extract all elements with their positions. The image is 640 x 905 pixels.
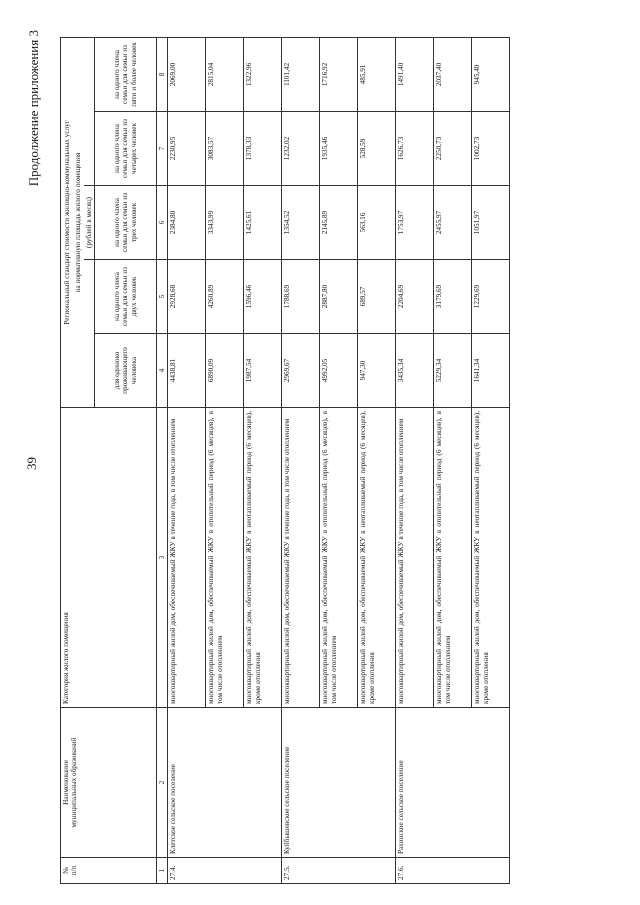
table-body [168,37,510,883]
cost-value: 3179,69 [434,260,472,334]
row-number: 27.4. [168,858,282,884]
cost-value: 1641,34 [472,334,510,408]
cost-value: 1425,61 [244,186,282,260]
cost-value: 1935,46 [320,112,358,186]
cost-value: 2230,95 [168,112,206,186]
cost-value: 1354,52 [282,186,320,260]
table-row [168,37,206,883]
cost-value: 1232,02 [282,112,320,186]
housing-category: многоквартирный жилой дом, обеспечиваемый ЖКУ в отопительный период (6 месяцев), в том числе отоплением [320,408,358,708]
cost-value: 689,57 [358,260,396,334]
cost-value: 2928,68 [168,260,206,334]
cost-value: 945,40 [472,37,510,111]
column-number: 3 [156,408,167,708]
cost-value: 1378,33 [244,112,282,186]
header-municipality: Наименование муниципальных образований [61,708,157,858]
cost-value: 3435,34 [396,334,434,408]
municipality-name: Клетское сельское поселение [168,708,282,858]
cost-value: 528,59 [358,112,396,186]
cost-value: 6890,09 [206,334,244,408]
municipality-name: Куйбышевское сельское поселение [282,708,396,858]
header-family-of-five-plus: на одного члена семьи для семьи из пяти и более человек [94,37,156,111]
header-single-person: для одиноко проживающего человека [94,334,156,408]
cost-value: 2145,89 [320,186,358,260]
cost-value: 2250,73 [434,112,472,186]
housing-cost-standard-table [60,37,510,884]
cost-value: 4260,89 [206,260,244,334]
cost-value: 4438,81 [168,334,206,408]
appendix-label: Продолжение приложения 3 [26,30,41,187]
header-family-of-four: на одного члена семьи для семьи из четырех человек [94,112,156,186]
header-standard-line3: (рублей в месяц) [84,186,95,260]
column-number: 4 [156,334,167,408]
cost-value: 1229,69 [472,260,510,334]
header-standard-line1: Региональный стандарт стоимости жилищно-коммунальных услуг [61,37,73,407]
column-number: 8 [156,37,167,111]
cost-value: 485,91 [358,37,396,111]
cost-value: 1716,92 [320,37,358,111]
row-number: 27.5. [282,858,396,884]
cost-value: 1753,97 [396,186,434,260]
housing-category: многоквартирный жилой дом, обеспечиваемый ЖКУ в течение года, в том числе отоплением [168,408,206,708]
header-family-of-three: на одного члена семьи для семьи из трех человек [94,186,156,260]
header-num: № п/п [61,858,157,884]
cost-value: 1051,97 [472,186,510,260]
cost-value: 1322,96 [244,37,282,111]
housing-category: многоквартирный жилой дом, обеспечиваемый ЖКУ в неотапливаемый период (6 месяцев), кроме отопления [472,408,510,708]
rotated-landscape-sheet [24,30,630,890]
cost-value: 2815,04 [206,37,244,111]
cost-value: 2037,40 [434,37,472,111]
cost-value: 1101,42 [282,37,320,111]
cost-value: 947,30 [358,334,396,408]
page-number: 39 [24,457,39,470]
cost-value: 2455,97 [434,186,472,260]
housing-category: многоквартирный жилой дом, обеспечиваемый ЖКУ в течение года, в том числе отоплением [396,408,434,708]
cost-value: 2204,69 [396,260,434,334]
cost-value: 563,16 [358,186,396,260]
column-number: 1 [156,858,167,884]
column-number: 5 [156,260,167,334]
cost-value: 2069,00 [168,37,206,111]
row-number: 27.6. [396,858,510,884]
cost-value: 3083,57 [206,112,244,186]
cost-value: 2887,80 [320,260,358,334]
cost-value: 1491,40 [396,37,434,111]
header-standard-line2: на нормативную площадь жилого помещения [73,37,84,407]
cost-value: 2969,67 [282,334,320,408]
table-row [396,37,434,883]
cost-value: 1596,46 [244,260,282,334]
column-number-row [156,37,167,883]
housing-category: многоквартирный жилой дом, обеспечиваемый ЖКУ в отопительный период (6 месяцев), в том числе отоплением [206,408,244,708]
header-category: Категория жилого помещения [61,408,157,708]
cost-value: 2384,80 [168,186,206,260]
housing-category: многоквартирный жилой дом, обеспечиваемый ЖКУ в течение года, в том числе отоплением [282,408,320,708]
header-family-of-two: на одного члена семьи для семьи из двух человек [94,260,156,334]
column-number: 2 [156,708,167,858]
cost-value: 1788,69 [282,260,320,334]
municipality-name: Рахинское сельское поселение [396,708,510,858]
cost-value: 3343,99 [206,186,244,260]
cost-value: 1987,54 [244,334,282,408]
housing-category: многоквартирный жилой дом, обеспечиваемый ЖКУ в неотапливаемый период (6 месяцев), кроме отопления [244,408,282,708]
housing-category: многоквартирный жилой дом, обеспечиваемый ЖКУ в отопительный период (6 месяцев), в том числе отоплением [434,408,472,708]
cost-value: 5229,34 [434,334,472,408]
column-number: 6 [156,186,167,260]
cost-value: 1626,73 [396,112,434,186]
cost-value: 4992,05 [320,334,358,408]
cost-value: 1002,73 [472,112,510,186]
column-number: 7 [156,112,167,186]
housing-category: многоквартирный жилой дом, обеспечиваемый ЖКУ в неотапливаемый период (6 месяцев), кроме отопления [358,408,396,708]
table-row [282,37,320,883]
